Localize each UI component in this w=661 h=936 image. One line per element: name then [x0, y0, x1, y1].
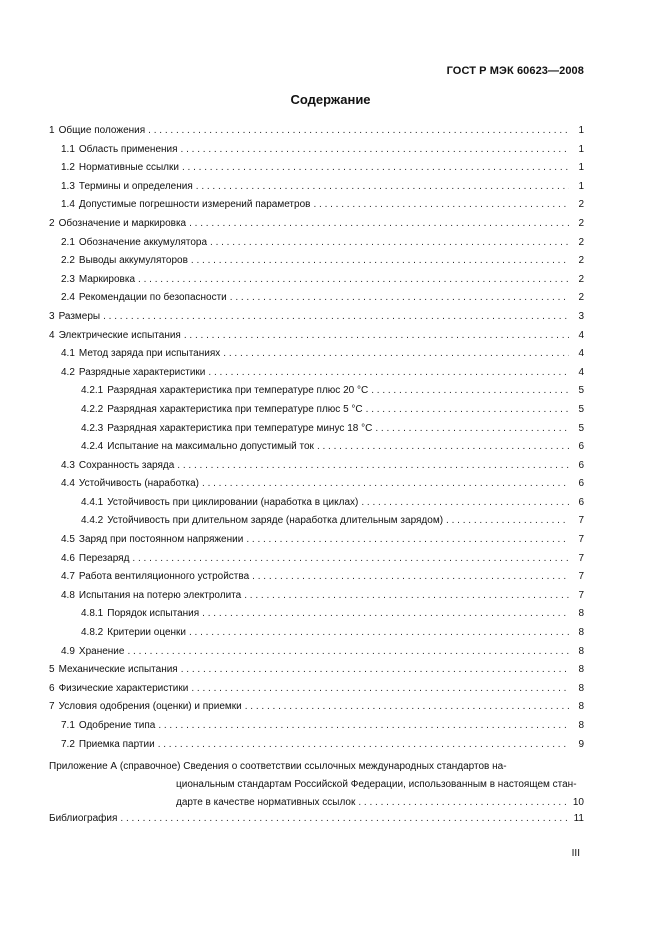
toc-entry-title: Термины и определения: [78, 180, 193, 192]
toc-entry[interactable]: [49, 347, 584, 366]
annex-title-line-1: Приложение А (справочное) Сведения о соответствии ссылочных международных стандартов на-: [49, 761, 507, 773]
toc-entry-title: Рекомендации по безопасности: [78, 292, 227, 304]
toc-entry-page-number: 7: [578, 589, 584, 601]
toc-entry[interactable]: [49, 198, 584, 217]
dot-leader: [158, 738, 569, 752]
dot-leader: [245, 700, 569, 714]
toc-entry-page-number: 7: [578, 552, 584, 564]
toc-entry-number: 4.8.1: [81, 608, 104, 620]
toc-entry[interactable]: [49, 161, 584, 180]
toc-entry-title: Область применения: [78, 143, 178, 155]
toc-entry-page-number: 8: [578, 720, 584, 731]
toc-entry-title: Испытания на потерю электролита: [78, 589, 242, 601]
toc-entry-number: 4.8: [61, 589, 75, 601]
toc-entry-title: Разрядная характеристика при температуре плюс 20 °С: [107, 385, 369, 397]
toc-entry-title: Сохранность заряда: [78, 459, 175, 471]
toc-entry[interactable]: [49, 682, 584, 701]
toc-entry-page-number: 4: [578, 366, 584, 378]
toc-entry[interactable]: [49, 459, 584, 478]
toc-entry-title: Общие положения: [58, 125, 146, 136]
toc-entry-number: 4.1: [61, 348, 75, 360]
dot-leader: [246, 533, 569, 547]
toc-entry-title: Работа вентиляционного устройства: [78, 571, 250, 583]
toc-entry-title: Порядок испытания: [107, 608, 200, 620]
toc-entry-number: 7.1: [61, 720, 75, 731]
toc-entry-number: 4.2.1: [81, 385, 104, 397]
toc-entry[interactable]: [49, 254, 584, 273]
toc-entry-title: Одобрение типа: [78, 720, 156, 731]
toc-entry-number: 1.1: [61, 143, 75, 155]
toc-entry[interactable]: [49, 422, 584, 441]
toc-bibliography-entry[interactable]: [49, 812, 584, 831]
dot-leader: [120, 812, 569, 826]
toc-entry-page-number: 2: [578, 273, 584, 285]
toc-entry[interactable]: [49, 366, 584, 385]
toc-entry-title: Маркировка: [78, 273, 136, 285]
toc-entry[interactable]: [49, 645, 584, 664]
toc-entry-page-number: 4: [578, 329, 584, 341]
toc-entry[interactable]: [49, 700, 584, 719]
toc-entry[interactable]: [49, 291, 584, 310]
toc-entry-title: Хранение: [78, 645, 125, 657]
dot-leader: [252, 570, 569, 584]
toc-entry-number: 2.3: [61, 273, 75, 285]
toc-entry-title: Испытание на максимально допустимый ток: [107, 441, 314, 453]
toc-entry-title: Разрядная характеристика при температуре плюс 5 °С: [107, 403, 363, 415]
toc-entry[interactable]: [49, 589, 584, 608]
toc-entry[interactable]: [49, 719, 584, 738]
dot-leader: [181, 143, 569, 157]
toc-entry-number: 4.4.1: [81, 496, 104, 508]
toc-entry-title: Перезаряд: [78, 552, 130, 564]
toc-entry-page-number: 8: [578, 627, 584, 639]
toc-entry-page-number: 7: [578, 515, 584, 527]
toc-entry-number: 4.4: [61, 478, 75, 490]
dot-leader: [446, 514, 569, 528]
toc-entry-number: 4.2.2: [81, 403, 104, 415]
toc-entry-number: 4.5: [61, 534, 75, 546]
table-of-contents: [49, 124, 584, 831]
toc-entry-page-number: 8: [578, 645, 584, 657]
toc-entry[interactable]: [49, 514, 584, 533]
dot-leader: [375, 422, 569, 436]
toc-entry-page-number: 2: [578, 292, 584, 304]
toc-entry-number: 2.2: [61, 255, 75, 267]
toc-entry-number: 7.2: [61, 738, 75, 750]
toc-entry[interactable]: [49, 403, 584, 422]
toc-entry-page-number: 7: [578, 571, 584, 583]
toc-entry-page-number: 5: [578, 422, 584, 434]
dot-leader: [132, 552, 569, 566]
toc-entry-title: Допустимые погрешности измерений параметров: [78, 199, 311, 211]
dot-leader: [230, 291, 569, 305]
toc-entry-page-number: 1: [578, 143, 584, 155]
toc-entry-page-number: 4: [578, 348, 584, 360]
toc-entry-number: 2.1: [61, 236, 75, 248]
toc-title: Содержание: [290, 92, 371, 107]
dot-leader: [184, 329, 569, 343]
toc-entry-number: 2.4: [61, 292, 75, 304]
toc-entry[interactable]: [49, 607, 584, 626]
toc-entry-title: Приемка партии: [78, 738, 155, 750]
dot-leader: [223, 347, 569, 361]
toc-entry-number: 2: [49, 217, 55, 229]
toc-entry-title: Физические характеристики: [58, 682, 189, 694]
toc-entry-page-number: 8: [578, 682, 584, 694]
dot-leader: [208, 366, 569, 380]
toc-entry-title: Разрядные характеристики: [78, 366, 206, 378]
toc-entry[interactable]: [49, 329, 584, 348]
toc-entry-title: Устойчивость (наработка): [78, 478, 200, 490]
annex-page-number: 10: [572, 797, 584, 809]
toc-entry-title: Условия одобрения (оценки) и приемки: [58, 701, 242, 713]
toc-entry-title: Устойчивость при циклировании (наработка в циклах): [107, 496, 359, 508]
toc-entry-page-number: 6: [578, 478, 584, 490]
toc-entry-page-number: 2: [578, 217, 584, 229]
toc-entry-number: 1.2: [61, 162, 75, 174]
toc-entry-title: Нормативные ссылки: [78, 162, 179, 174]
toc-entry-title: Электрические испытания: [58, 329, 181, 341]
toc-entry-number: 5: [49, 664, 55, 676]
toc-entry[interactable]: [49, 570, 584, 589]
toc-entry-number: 1.3: [61, 180, 75, 192]
dot-leader: [196, 180, 569, 194]
page-number: III: [571, 848, 580, 859]
toc-entry-page-number: 6: [578, 496, 584, 508]
toc-entry-title: Выводы аккумуляторов: [78, 255, 188, 267]
toc-entry[interactable]: [49, 440, 584, 459]
toc-entry-title: Обозначение и маркировка: [58, 217, 187, 229]
toc-entry-title: Размеры: [58, 310, 101, 322]
dot-leader: [202, 477, 569, 491]
bibliography-page-number: 11: [573, 813, 584, 825]
toc-entry-number: 7: [49, 701, 55, 713]
dot-leader: [313, 198, 569, 212]
toc-entry-number: 6: [49, 682, 55, 694]
toc-entry-number: 4.2: [61, 366, 75, 378]
toc-entry-number: 1.4: [61, 199, 75, 211]
toc-entry[interactable]: [49, 477, 584, 496]
dot-leader: [210, 236, 569, 250]
toc-entry[interactable]: [49, 738, 584, 757]
toc-entry[interactable]: [49, 496, 584, 515]
toc-entry-page-number: 3: [578, 310, 584, 322]
toc-entry[interactable]: [49, 663, 584, 682]
toc-entry[interactable]: [49, 626, 584, 645]
bibliography-title: Библиография: [49, 813, 118, 825]
dot-leader: [182, 161, 569, 175]
toc-entry-title: Механические испытания: [58, 664, 178, 676]
dot-leader: [371, 384, 569, 398]
dot-leader: [158, 719, 569, 733]
dot-leader: [189, 626, 569, 640]
dot-leader: [127, 645, 569, 659]
toc-entry-number: 4.2.3: [81, 422, 104, 434]
dot-leader: [358, 794, 569, 812]
toc-entry[interactable]: [49, 533, 584, 552]
toc-entry-page-number: 1: [578, 162, 584, 174]
dot-leader: [181, 663, 569, 677]
toc-entry-number: 4.7: [61, 571, 75, 583]
toc-entry[interactable]: [49, 236, 584, 255]
toc-entry-page-number: 1: [578, 125, 584, 136]
dot-leader: [103, 310, 569, 324]
toc-entry-page-number: 2: [578, 199, 584, 211]
toc-entry[interactable]: [49, 384, 584, 403]
toc-entry-number: 1: [49, 125, 55, 136]
toc-entry[interactable]: [49, 552, 584, 571]
toc-entry[interactable]: [49, 310, 584, 329]
toc-entry-page-number: 2: [578, 255, 584, 267]
dot-leader: [317, 440, 569, 454]
toc-entry-page-number: 8: [578, 608, 584, 620]
toc-entry-page-number: 9: [578, 738, 584, 750]
toc-entry-title: Разрядная характеристика при температуре минус 18 °С: [107, 422, 373, 434]
dot-leader: [191, 254, 569, 268]
toc-entry-title: Обозначение аккумулятора: [78, 236, 208, 248]
toc-entry[interactable]: [49, 143, 584, 162]
dot-leader: [366, 403, 569, 417]
annex-title-line-3: дарте в качестве нормативных ссылок: [176, 797, 356, 809]
toc-entry-page-number: 6: [578, 459, 584, 471]
toc-entry-page-number: 8: [578, 664, 584, 676]
toc-entry-number: 4: [49, 329, 55, 341]
toc-entry-page-number: 7: [578, 534, 584, 546]
toc-entry-page-number: 6: [578, 441, 584, 453]
toc-entry-number: 4.4.2: [81, 515, 104, 527]
toc-entry-page-number: 1: [578, 180, 584, 192]
toc-entry-page-number: 2: [578, 236, 584, 248]
dot-leader: [361, 496, 569, 510]
toc-entry-title: Метод заряда при испытаниях: [78, 348, 221, 360]
toc-entry-number: 4.6: [61, 552, 75, 564]
toc-entry-number: 4.8.2: [81, 627, 104, 639]
dot-leader: [177, 459, 569, 473]
toc-entry-title: Заряд при постоянном напряжении: [78, 534, 244, 546]
dot-leader: [244, 589, 569, 603]
toc-entry[interactable]: [49, 217, 584, 236]
toc-entry-title: Критерии оценки: [107, 627, 186, 639]
dot-leader: [191, 682, 569, 696]
toc-entry[interactable]: [49, 273, 584, 292]
toc-entry[interactable]: [49, 180, 584, 199]
toc-entry-page-number: 5: [578, 385, 584, 397]
toc-entry-number: 4.9: [61, 645, 75, 657]
document-code: ГОСТ Р МЭК 60623—2008: [446, 65, 584, 77]
toc-entry-number: 3: [49, 310, 55, 322]
toc-annex-entry[interactable]: [49, 758, 584, 812]
dot-leader: [189, 217, 569, 231]
toc-entry-page-number: 8: [578, 701, 584, 713]
toc-entry-title: Устойчивость при длительном заряде (наработка длительным зарядом): [107, 515, 444, 527]
toc-entry-number: 4.3: [61, 459, 75, 471]
toc-entry[interactable]: [49, 124, 584, 143]
annex-title-line-2: циональным стандартам Российской Федерации, использованным в настоящем стан-: [176, 779, 577, 791]
toc-entry-number: 4.2.4: [81, 441, 104, 453]
toc-entry-page-number: 5: [578, 403, 584, 415]
dot-leader: [202, 607, 569, 621]
dot-leader: [148, 124, 569, 138]
dot-leader: [138, 273, 569, 287]
